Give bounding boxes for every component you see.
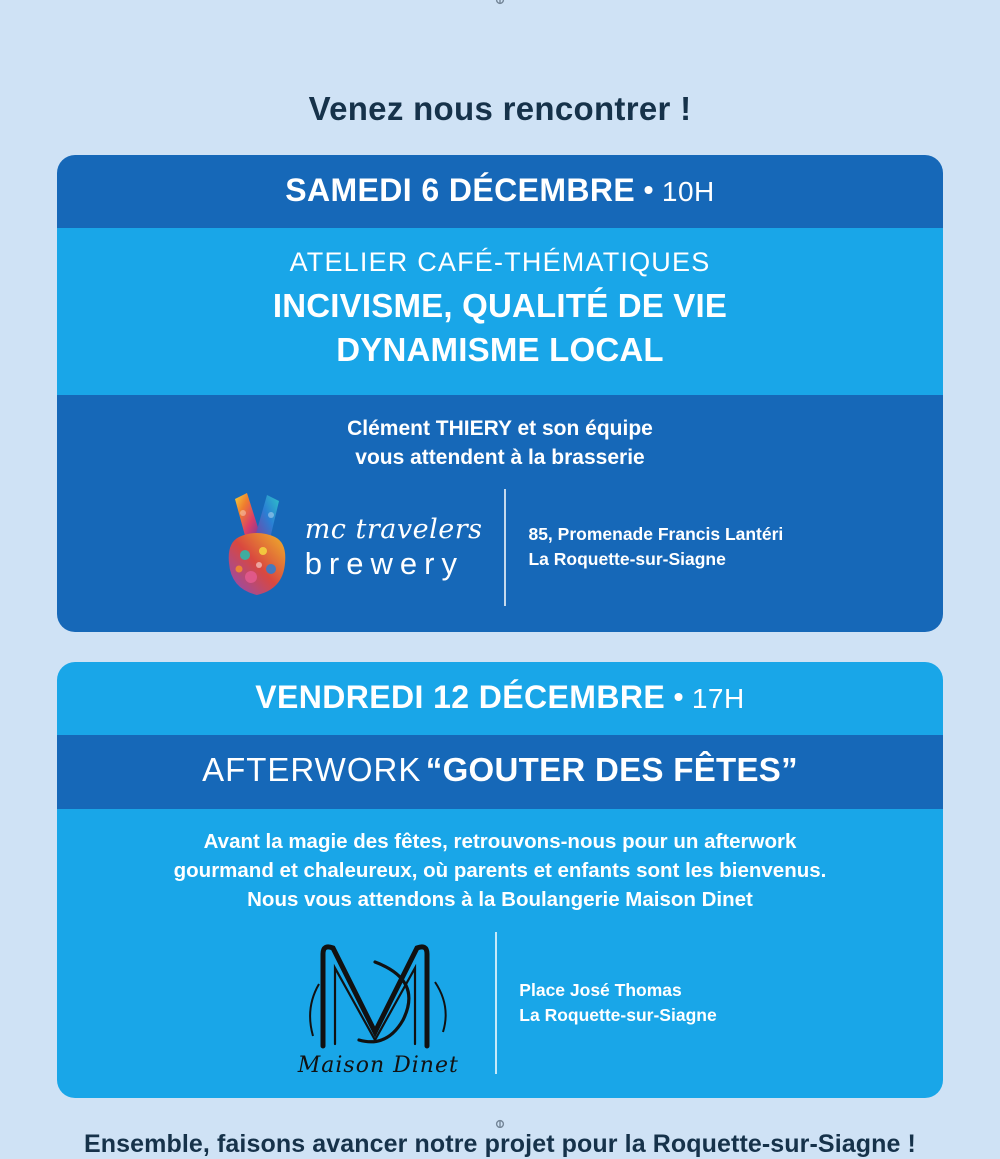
event-1-lead-line-1: Clément THIERY et son équipe [347, 416, 653, 440]
event-2-date-separator: • [673, 680, 684, 712]
event-2-lead-line-2: gourmand et chaleureux, où parents et enfants sont les bienvenus. [173, 858, 827, 882]
brewery-wordmark-line-2: brewery [304, 545, 464, 581]
event-1-date: SAMEDI 6 DÉCEMBRE [285, 172, 636, 208]
event-1-lead-line-2: vous attendent à la brasserie [355, 445, 645, 469]
event-2-date-band [57, 662, 943, 735]
event-1-title-line-1: INCIVISME, QUALITÉ DE VIE [272, 286, 728, 324]
event-2-lead-line-1: Avant la magie des fêtes, retrouvons-nous pour un afterwork [203, 829, 797, 853]
event-1-title-band [57, 228, 943, 395]
page-title: Venez nous rencontrer ! [308, 90, 692, 127]
event-1-address [528, 522, 783, 573]
mc-travelers-brewery-logo [217, 485, 483, 610]
event-1-address-line-1: 85, Promenade Francis Lantéri [528, 523, 784, 544]
page-crop-mark-bottom-icon [493, 1114, 507, 1128]
peace-hand-icon [217, 485, 297, 610]
event-2-title-band [57, 735, 943, 809]
footer-slogan: Ensemble, faisons avancer notre projet pour la Roquette-sur-Siagne ! [84, 1130, 916, 1159]
event-1-body-band [57, 395, 943, 632]
event-2-title-bold: “GOUTER DES FÊTES” [425, 750, 798, 788]
event-card-1 [57, 155, 943, 632]
event-1-subtitle: ATELIER CAFÉ-THÉMATIQUES [289, 247, 711, 277]
event-2-hour: 17H [691, 682, 745, 714]
event-1-title-line-2: DYNAMISME LOCAL [336, 331, 664, 369]
event-1-date-band [57, 155, 943, 228]
maison-dinet-script: Maison Dinet [297, 1053, 459, 1079]
event-2-title-light: AFTERWORK [202, 750, 422, 788]
brewery-wordmark-line-1: mc travelers [304, 513, 483, 545]
maison-dinet-logo [283, 928, 473, 1078]
event-2-venue-row [67, 928, 933, 1078]
event-1-hour: 10H [661, 176, 715, 207]
event-2-body-band [57, 809, 943, 1098]
event-1-address-line-2: La Roquette-sur-Siagne [528, 549, 726, 570]
event-2-address-line-2: La Roquette-sur-Siagne [519, 1005, 717, 1026]
event-2-date: VENDREDI 12 DÉCEMBRE [255, 678, 666, 715]
event-2-address-line-1: Place José Thomas [519, 979, 682, 1000]
event-2-address [519, 978, 716, 1029]
venue-divider-2 [495, 932, 497, 1074]
event-1-venue-row [67, 485, 933, 610]
page-crop-mark-top-icon [493, 0, 507, 10]
event-2-lead-line-3: Nous vous attendons à la Boulangerie Maison Dinet [247, 888, 753, 911]
event-card-2 [57, 662, 943, 1098]
venue-divider [504, 489, 506, 606]
event-1-date-separator: • [643, 174, 654, 205]
